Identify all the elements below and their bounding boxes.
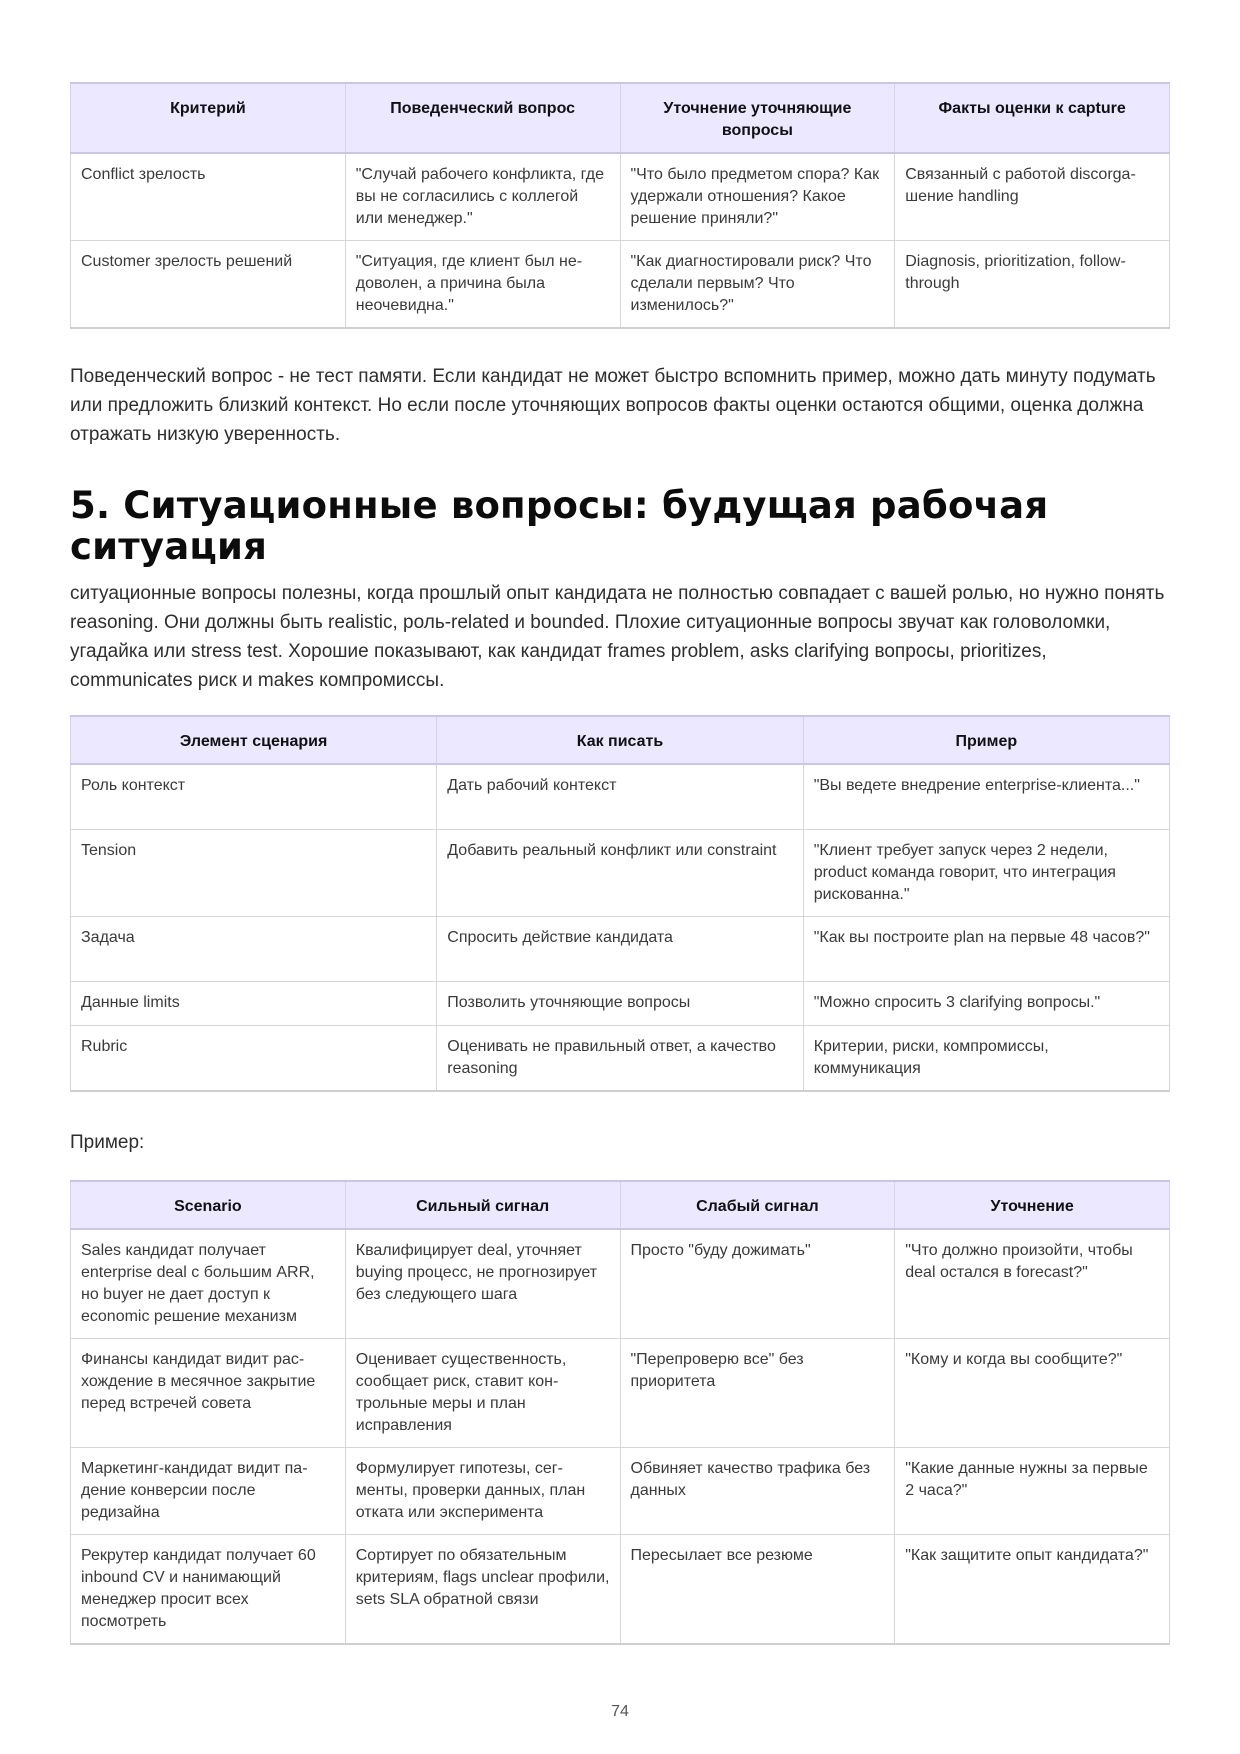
table-cell: "Случай рабочего конфликта, где вы не согласились с коллегой или менеджер." [345,153,620,241]
table-header-cell: Критерий [71,83,346,153]
table-header-row [71,83,1170,153]
table-cell: Просто "буду дожимать" [620,1229,895,1339]
table-cell: Customer зрелость решений [71,241,346,329]
table-row [71,764,1170,829]
table-cell: Маркетинг-кандидат видит падение конверсии после редизайна [71,1447,346,1534]
table-cell: "Ситуация, где клиент был недоволен, а причина была неочевидна." [345,241,620,329]
table-cell: Связанный с работой discorgaшение handling [895,153,1170,241]
page-number: 74 [611,1703,629,1720]
table-header-cell: Уточнение уточняющие вопросы [620,83,895,153]
table-cell: Оценивать не правильный ответ, а качество reasoning [437,1025,803,1091]
table-row [71,241,1170,329]
table-header-cell: Уточнение [895,1181,1170,1229]
table-cell: Diagnosis, prioritization, follow-through [895,241,1170,329]
table-row [71,1338,1170,1447]
table-cell: "Кому и когда вы сообщите?" [895,1338,1170,1447]
table-cell: Квалифицирует deal, уточняет buying процесс, не прогнозирует без следующего шага [345,1229,620,1339]
table-cell: "Перепроверю все" без приоритета [620,1338,895,1447]
table-row [71,1447,1170,1534]
table-header-cell: Пример [803,716,1169,764]
table-cell: Роль контекст [71,764,437,829]
table-cell: Спросить действие кандидата [437,916,803,981]
behavioral-criteria-table [70,82,1170,329]
table-cell: "Можно спросить 3 clarifying вопросы." [803,981,1169,1025]
table-row [71,1229,1170,1339]
scenario-signals-table [70,1180,1170,1645]
table-cell: "Какие данные нужны за первые 2 часа?" [895,1447,1170,1534]
table-cell: Добавить реальный конфликт или constraint [437,829,803,916]
table-header-cell: Поведенческий вопрос [345,83,620,153]
scenario-elements-table [70,715,1170,1092]
table-cell: Финансы кандидат видит расхождение в месячное закрытие перед встречей совета [71,1338,346,1447]
table-cell: "Как вы построите plan на первые 48 часов?" [803,916,1169,981]
table-cell: Критерии, риски, компромиссы, коммуникация [803,1025,1169,1091]
table-cell: "Как защитите опыт кандидата?" [895,1534,1170,1644]
table-cell: Сортирует по обязательным критериям, flags unclear профили, sets SLA обратной связи [345,1534,620,1644]
table-cell: Формулирует гипотезы, сегменты, проверки данных, план отката или эксперимента [345,1447,620,1534]
table-row [71,153,1170,241]
table-cell: Sales кандидат получает enterprise deal с большим ARR, но buyer не дает доступ к economic решение механизм [71,1229,346,1339]
table-cell: Conflict зрелость [71,153,346,241]
table-header-cell: Элемент сценария [71,716,437,764]
table-cell: Rubric [71,1025,437,1091]
table-cell: "Как диагностировали риск? Что сделали первым? Что изменилось?" [620,241,895,329]
table-cell: "Что было предметом спора? Как удержали отношения? Какое решение приняли?" [620,153,895,241]
table-cell: Позволить уточняющие вопросы [437,981,803,1025]
table-cell: Задача [71,916,437,981]
table-cell: Оценивает существенность, сообщает риск, ставит контрольные меры и план исправления [345,1338,620,1447]
table-cell: Пересылает все резюме [620,1534,895,1644]
paragraph-behavioral-note: Поведенческий вопрос - не тест памяти. Если кандидат не может быстро вспомнить пример, можно дать минуту подумать или предложить близкий контекст. Но если после уточняющих вопросов факты оценки остаются общими, оценка должна отражать низкую уверенность. [70,366,1156,445]
table-cell: Tension [71,829,437,916]
table-header-cell: Слабый сигнал [620,1181,895,1229]
table-header-row [71,716,1170,764]
table-row [71,1534,1170,1644]
example-label: Пример: [70,1131,145,1153]
table-row [71,916,1170,981]
document-page [70,82,1170,1645]
table-cell: Рекрутер кандидат получает 60 inbound CV и нанимающий менеджер просит всех посмотреть [71,1534,346,1644]
table-header-cell: Факты оценки к capture [895,83,1170,153]
table-row [71,1025,1170,1091]
table-row [71,981,1170,1025]
table-header-cell: Scenario [71,1181,346,1229]
section-heading: 5. Ситуационные вопросы: будущая рабочая ситуация [70,484,1049,568]
table-header-cell: Как писать [437,716,803,764]
table-header-row [71,1181,1170,1229]
paragraph-situational-intro: ситуационные вопросы полезны, когда прошлый опыт кандидата не полностью совпадает с вашей ролью, но нужно понять reasoning. Они должны быть realistic, роль-related и bounded. Плохие ситуационные вопросы звучат как головоломки, угадайка или stress test. Хорошие показывают, как кандидат frames problem, asks clarifying вопросы, prioritizes, communicates риск и makes компромиссы. [70,583,1165,691]
table-cell: Обвиняет качество трафика без данных [620,1447,895,1534]
table-cell: Данные limits [71,981,437,1025]
table-cell: "Клиент требует запуск через 2 недели, product команда говорит, что интеграция рискованна." [803,829,1169,916]
table-cell: "Вы ведете внедрение enterprise-клиента..." [803,764,1169,829]
table-row [71,829,1170,916]
table-cell: "Что должно произойти, чтобы deal остался в forecast?" [895,1229,1170,1339]
table-header-cell: Сильный сигнал [345,1181,620,1229]
table-cell: Дать рабочий контекст [437,764,803,829]
